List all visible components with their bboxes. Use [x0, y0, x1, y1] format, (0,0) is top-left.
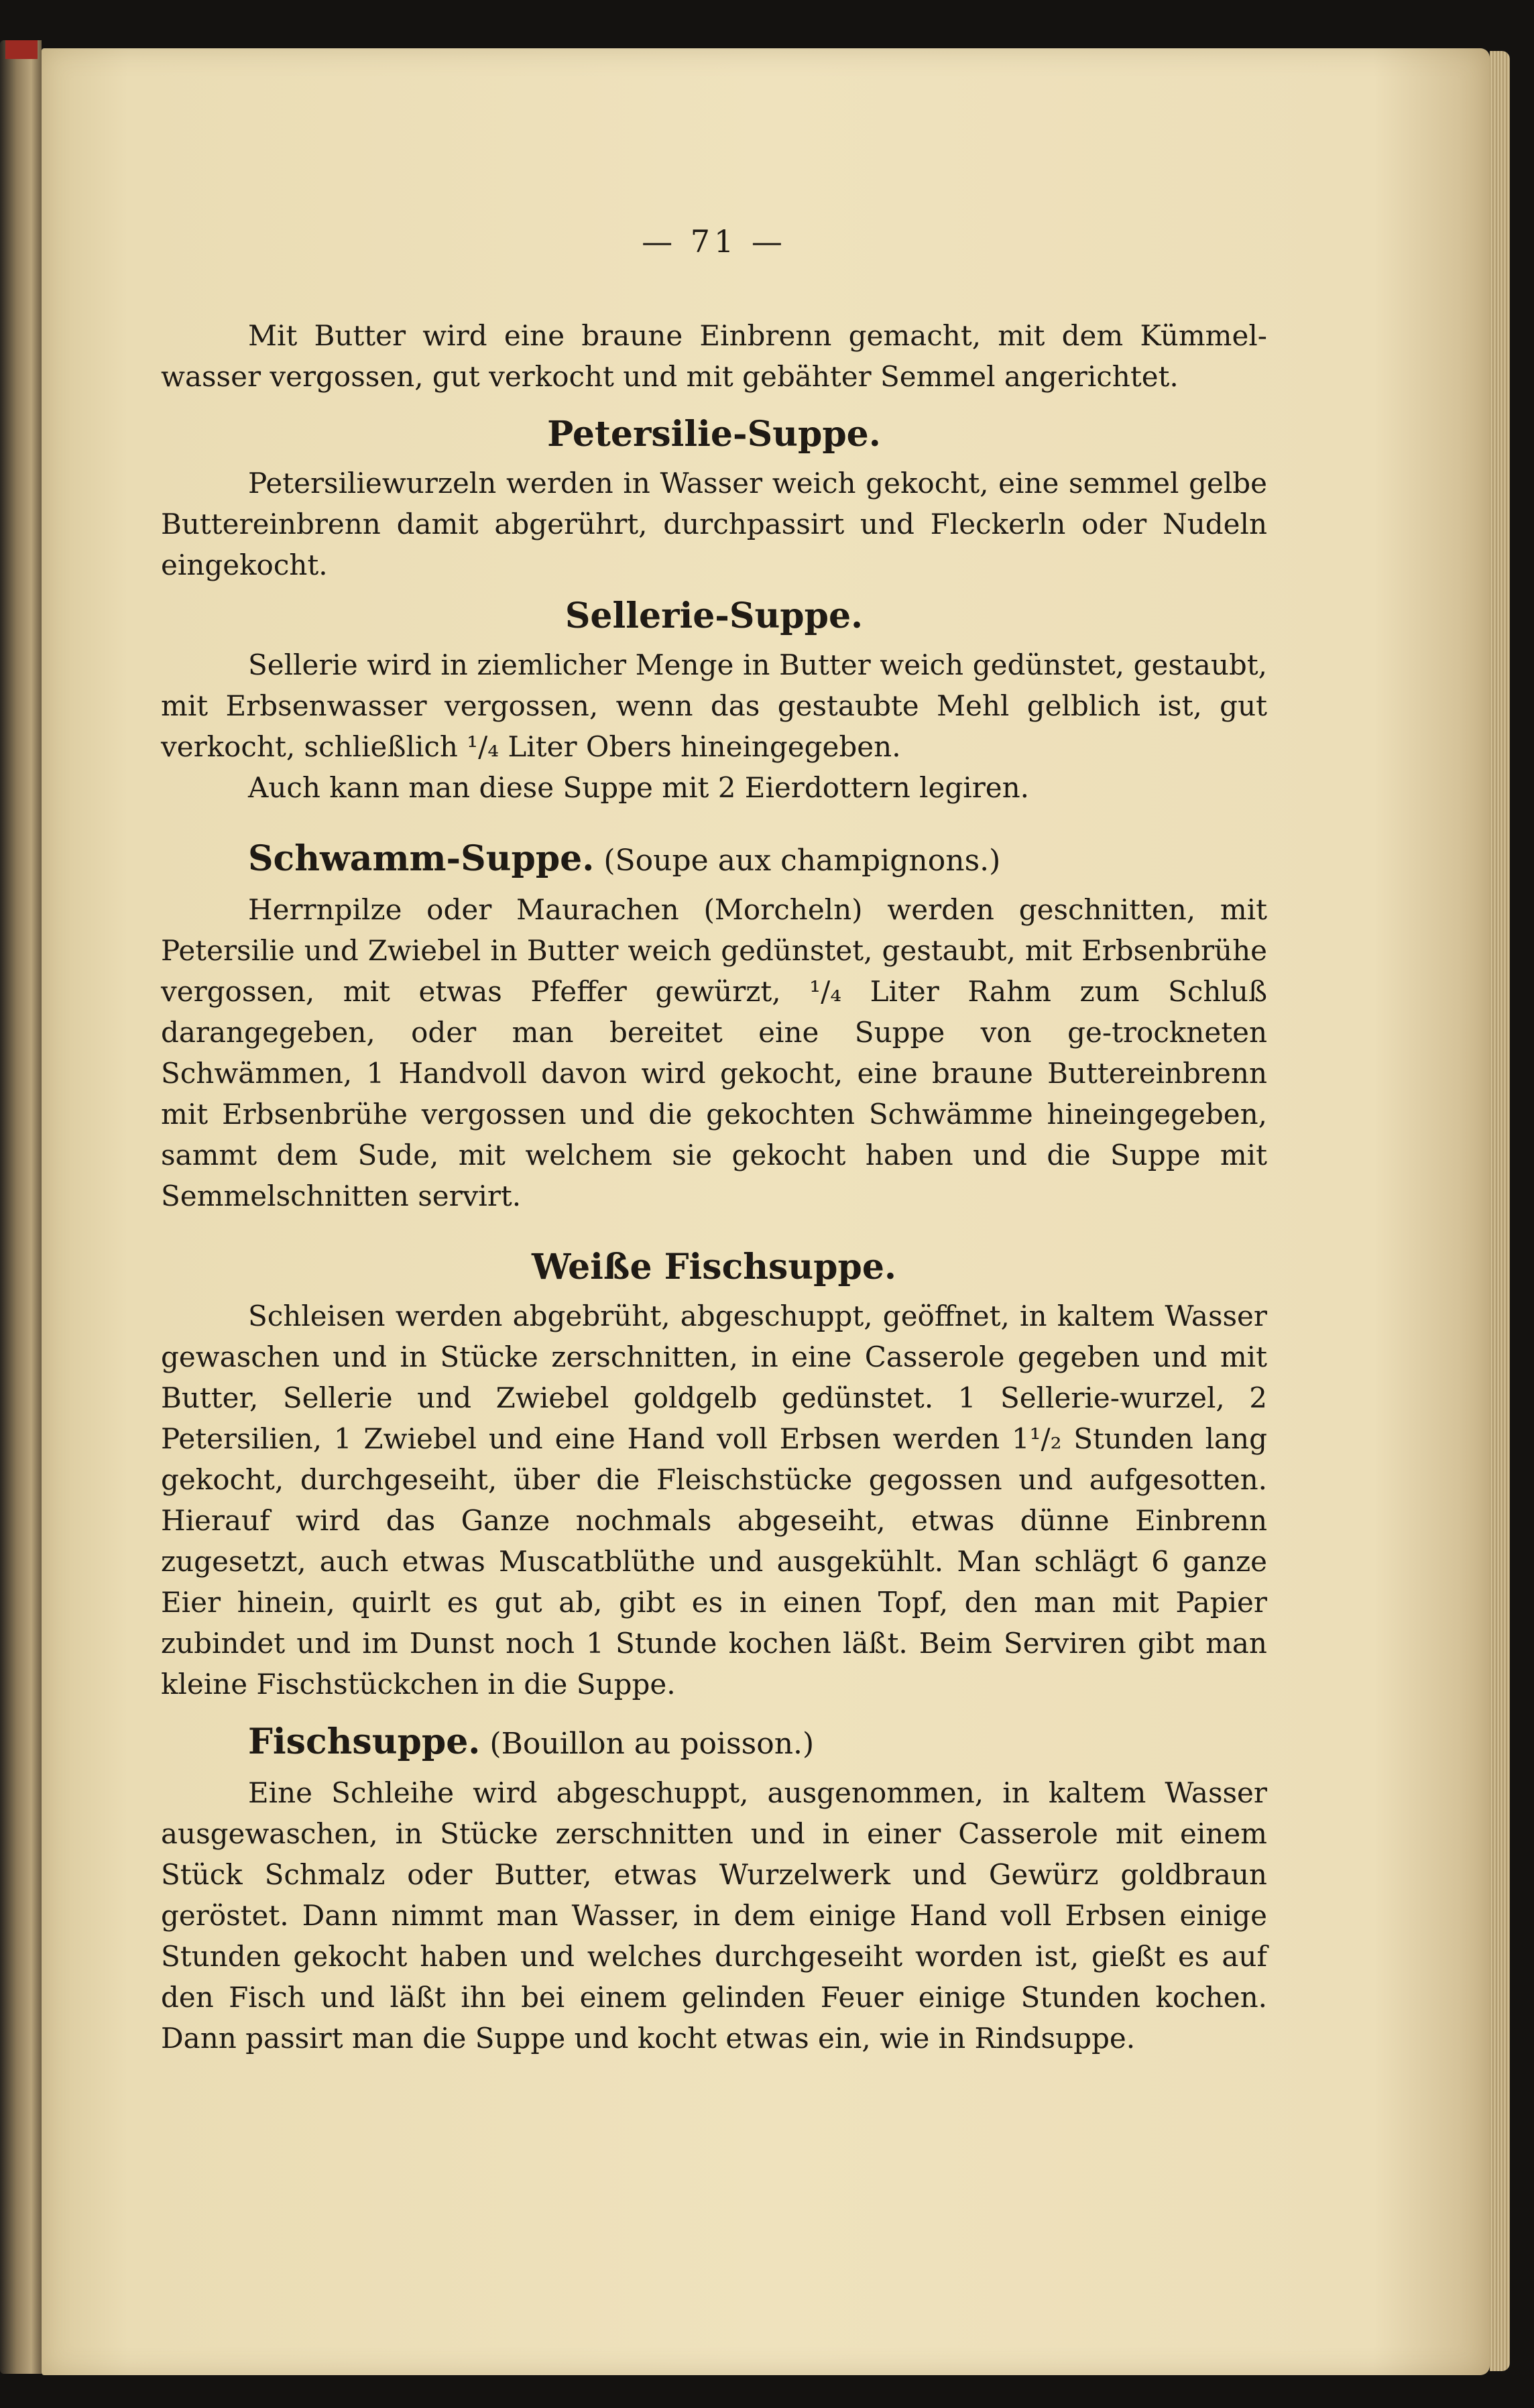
- previous-page-edge: [0, 40, 42, 2374]
- recipe-title-weisse-fischsuppe: Weiße Fischsuppe.: [531, 1247, 897, 1287]
- recipe-subtitle: (Soupe aux champignons.): [603, 844, 1001, 878]
- recipe-subtitle: (Bouillon au poisson.): [489, 1727, 815, 1761]
- recipe-title-text: Schwamm-Suppe.: [248, 838, 595, 879]
- recipe-title-fischsuppe: [161, 1718, 1267, 1768]
- paragraph: Schleisen werden abgebrüht, abgeschuppt, geöffnet, in kaltem Wasser gewaschen und in Stücke zerschnitten, in eine Casserole gegeben und mit Butter, Sellerie und Zwiebel goldgelb gedünstet. 1 Sellerie-wurzel, 2 Petersilien, 1 Zwiebel und eine Hand voll Erbsen werden 1¹/₂ Stunden lang gekocht, durchgeseiht, über die Fleischstücke gegossen und aufgesotten. Hierauf wird das Ganze nochmals abgeseiht, etwas dünne Einbrenn zugesetzt, auch etwas Muscatblüthe und ausgekühlt. Man schlägt 6 ganze Eier hinein, quirlt es gut ab, gibt es in einen Topf, den man mit Papier zubindet und im Dunst noch 1 Stunde kochen läßt. Beim Serviren gibt man kleine Fischstückchen in die Suppe.: [161, 1300, 1267, 1701]
- paragraph: Auch kann man diese Suppe mit 2 Eierdottern legiren.: [248, 771, 1030, 804]
- page-content: [161, 315, 1267, 2059]
- paragraph: Herrnpilze oder Maurachen (Morcheln) werden geschnitten, mit Petersilie und Zwiebel in Butter weich gedünstet, gestaubt, mit Erbsenbrühe vergossen, mit etwas Pfeffer gewürzt, ¹/₄ Liter Rahm zum Schluß darangegeben, oder man bereitet eine Suppe von ge-trockneten Schwämmen, 1 Handvoll davon wird gekocht, eine braune Buttereinbrenn mit Erbsenbrühe vergossen und die gekochten Schwämme hineingegeben, sammt dem Sude, mit welchem sie gekocht haben und die Suppe mit Semmelschnitten servirt.: [161, 893, 1267, 1212]
- page-number: — 71 —: [642, 223, 786, 260]
- paragraph: Petersiliewurzeln werden in Wasser weich gekocht, eine semmel gelbe Buttereinbrenn damit abgerührt, durchpassirt und Fleckerln oder Nudeln eingekocht.: [161, 467, 1267, 581]
- page-stack-edge: [1490, 51, 1510, 2371]
- paragraph: Eine Schleihe wird abgeschuppt, ausgenommen, in kaltem Wasser ausgewaschen, in Stücke zerschnitten und in einer Casserole mit einem Stück Schmalz oder Butter, etwas Wurzelwerk und Gewürz goldbraun geröstet. Dann nimmt man Wasser, in dem einige Hand voll Erbsen einige Stunden gekocht haben und welches durchgeseiht worden ist, gießt es auf den Fisch und läßt ihn bei einem gelinden Feuer einige Stunden kochen. Dann passirt man die Suppe und kocht etwas ein, wie in Rindsuppe.: [161, 1776, 1267, 2055]
- recipe-title-text: Fischsuppe.: [248, 1721, 481, 1762]
- recipe-title-schwamm: [161, 835, 1267, 885]
- red-edge-mark: [5, 40, 38, 59]
- paragraph: Sellerie wird in ziemlicher Menge in Butter weich gedünstet, gestaubt, mit Erbsenwasser vergossen, wenn das gestaubte Mehl gelblich ist, gut verkocht, schließlich ¹/₄ Liter Obers hineingegeben.: [161, 648, 1267, 763]
- recipe-title-petersilie: Petersilie-Suppe.: [547, 414, 881, 455]
- recipe-title-sellerie: Sellerie-Suppe.: [565, 595, 864, 636]
- intro-paragraph: Mit Butter wird eine braune Einbrenn gemacht, mit dem Kümmel-wasser vergossen, gut verkocht und mit gebähter Semmel angerichtet.: [161, 319, 1267, 393]
